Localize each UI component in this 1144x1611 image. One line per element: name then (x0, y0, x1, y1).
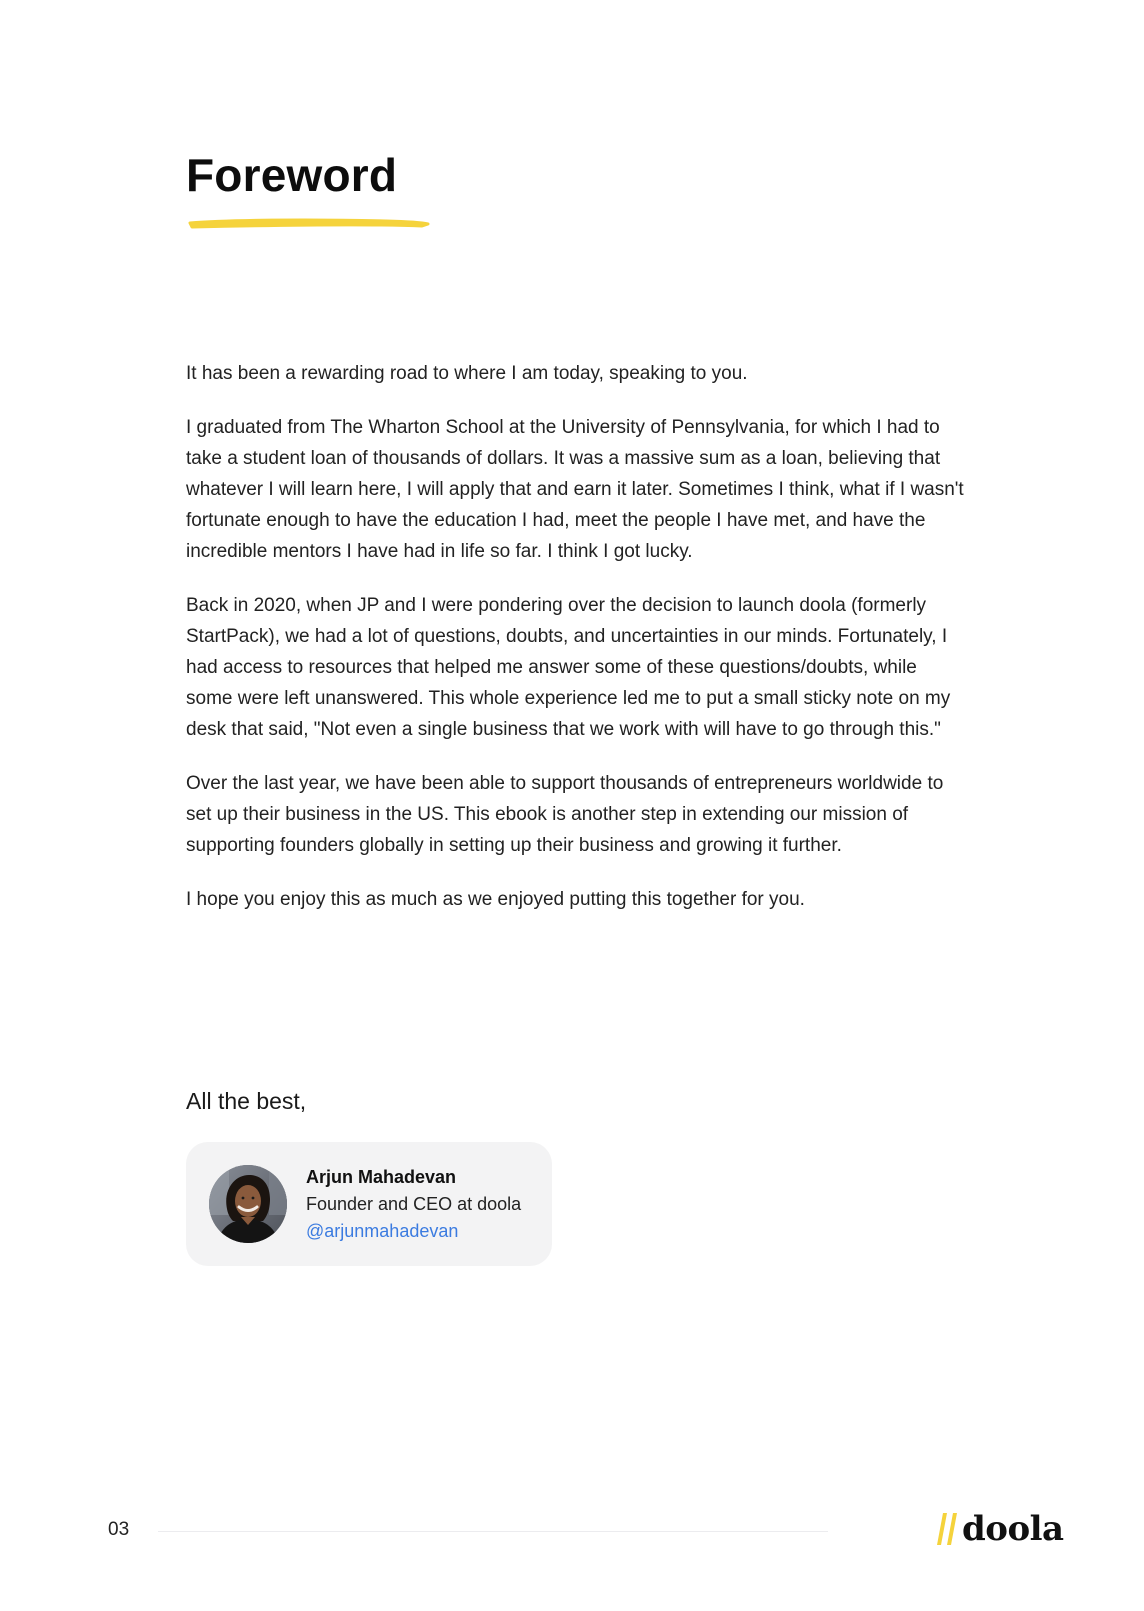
paragraph-1: It has been a rewarding road to where I am today, speaking to you. (186, 363, 748, 384)
person-photo-icon (209, 1165, 287, 1243)
paragraph-5: I hope you enjoy this as much as we enjoyed putting this together for you. (186, 889, 805, 910)
social-handle-link[interactable]: @arjunmahadevan (306, 1221, 459, 1241)
paragraph-4: Over the last year, we have been able to support thousands of entrepreneurs worldwide to set up their business in the US. This ebook is another step in extending our mission of supporting founders globally in setting up their business and growing it further. (186, 773, 944, 856)
page-number: 03 (108, 1519, 130, 1540)
person-role: Founder and CEO at doola (306, 1194, 522, 1214)
foreword-body (186, 358, 966, 938)
paragraph-3: Back in 2020, when JP and I were pondering over the decision to launch doola (formerly StartPack), we had a lot of questions, doubts, and uncertainties in our minds. Fortunately, I had access to resources that helped me answer some of these questions/doubts, while some were left unanswered. This whole experience led me to put a small sticky note on my desk that said, "Not even a single business that we work with will have to go through this." (186, 595, 951, 740)
heading-block (186, 150, 397, 201)
signature-card (186, 1142, 552, 1266)
signoff: All the best, (186, 1088, 307, 1114)
signature-details (306, 1164, 521, 1245)
footer-divider (158, 1531, 828, 1532)
doola-logo (936, 1508, 1064, 1550)
paragraph-2: I graduated from The Wharton School at the University of Pennsylvania, for which I had to take a student loan of thousands of dollars. It was a massive sum as a loan, believing that whatever I will learn here, I will apply that and earn it later. Sometimes I think, what if I wasn't fortunate enough to have the education I had, meet the people I have met, and have the incredible mentors I have had in life so far. I think I got lucky. (186, 417, 964, 562)
person-name: Arjun Mahadevan (306, 1167, 457, 1187)
logo-wordmark: doola (962, 1509, 1064, 1549)
avatar (209, 1165, 287, 1243)
double-slash-icon (936, 1511, 960, 1547)
title-underline-brush (186, 214, 432, 232)
page-title: Foreword (186, 149, 398, 201)
